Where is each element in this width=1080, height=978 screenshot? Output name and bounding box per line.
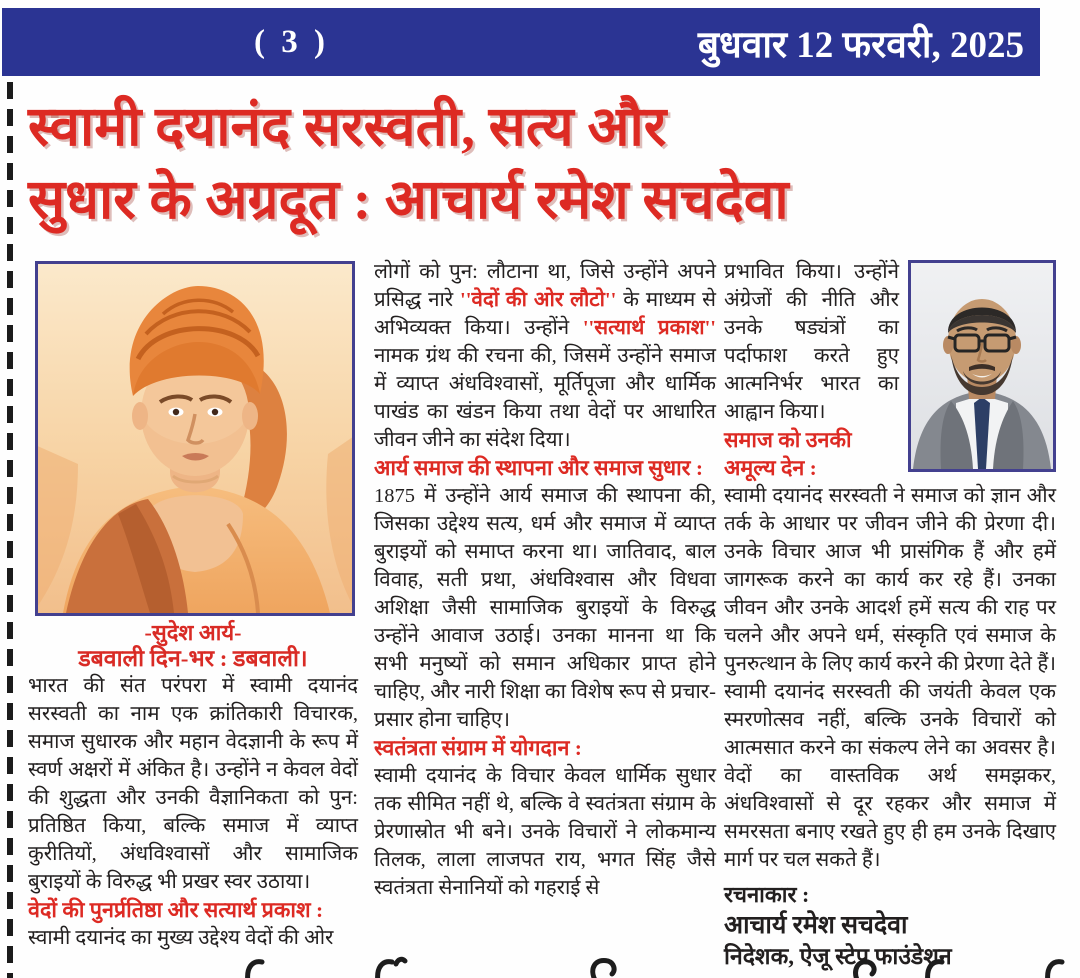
photo-caption-source: डबवाली दिन-भर : डबवाली। (78, 646, 308, 671)
middle-paragraph-1 (374, 258, 716, 454)
author-photo-image (908, 260, 1056, 472)
page-number: ( 3 ) (254, 23, 329, 60)
left-intro-paragraph: भारत की संत परंपरा में स्वामी दयानंद सरस्वती का नाम एक क्रांतिकारी विचारक, समाज सुधारक और महान वेदज्ञानी के रूप में स्वर्ण अक्षरों में अंकित है। उन्होंने न केवल वेदों की शुद्धता और उनकी वैज्ञानिकता को पुन: प्रतिष्ठित किया, बल्कि समाज में व्याप्त कुरीतियों, अंधविश्वासों और सामाजिक बुराइयों के विरुद्ध भी प्रखर स्वर उठाया। (28, 675, 358, 893)
middle-para1-text-a: लोगों को पुन: लौटाना था, जिसे उन्होंने अपने प्रसिद्ध नारे (374, 261, 716, 311)
subhead-priceless-contribution: समाज को उनकी अमूल्य देन : (724, 428, 852, 480)
slogan-back-to-vedas: ''वेदों की ओर लौटो'' (460, 289, 617, 311)
left-dashed-cut-line (7, 82, 13, 978)
photo-caption-credit: -सुदेश आर्य- (144, 620, 242, 645)
headline-line-2: सुधार के अग्रदूत : आचार्य रमेश सचदेवा (28, 169, 789, 230)
cutoff-next-line-glyphs (0, 952, 1080, 978)
masthead-bar (2, 8, 1040, 76)
masthead-date: बुधवार 12 फरवरी, 2025 (697, 24, 1024, 66)
subhead-freedom-struggle: स्वतंत्रता संग्राम में योगदान : (374, 736, 582, 760)
middle-column (374, 258, 716, 902)
subhead-arya-samaj-founding: आर्य समाज की स्थापना और समाज सुधार : (374, 456, 703, 480)
middle-paragraph-2: 1875 में उन्होंने आर्य समाज की स्थापना की, जिसका उद्देश्य सत्य, धर्म और समाज में व्याप्त बुराइयों को समाप्त करना था। जातिवाद, बाल विवाह, सती प्रथा, अंधविश्वास और विधवा अशिक्षा जैसी सामाजिक बुराइयों के विरुद्ध उन्होंने आवाज उठाई। उनका मानना था कि सभी मनुष्यों को समान अधिकार प्राप्त होने चाहिए, और नारी शिक्षा का विशेष रूप से प्रचार-प्रसार होना चाहिए। (374, 485, 716, 731)
author-name: आचार्य रमेश सचदेवा (724, 912, 908, 939)
swami-dayanand-portrait-image (35, 261, 355, 616)
headline-line-1: स्वामी दयानंद सरस्वती, सत्य और (28, 96, 667, 157)
book-satyarth-prakash: ''सत्यार्थ प्रकाश'' (582, 317, 717, 339)
middle-para1-text-c: नामक ग्रंथ की रचना की, जिसमें उन्होंने समाज में व्याप्त अंधविश्वासों, मूर्तिपूजा और धार्मिक पाखंड का खंडन किया तथा वेदों पर आधारित जीवन जीने का संदेश दिया। (374, 345, 716, 451)
right-paragraph-2: स्वामी दयानंद सरस्वती ने समाज को ज्ञान और तर्क के आधार पर जीवन जीने की प्रेरणा दी। उनके विचार आज भी प्रासंगिक हैं और हमें जागरूक करने का कार्य कर रहे हैं। उनका जीवन और उनके आदर्श हमें सत्य की राह पर चलने और अपने धर्म, संस्कृति एवं समाज के पुनरुत्थान के लिए कार्य करने की प्रेरणा देते हैं। स्वामी दयानंद सरस्वती की जयंती केवल एक स्मरणोत्सव नहीं, बल्कि उनके विचारों को आत्मसात करने का संकल्प लेने का अवसर है। वेदों का वास्तविक अर्थ समझकर, अंधविश्वासों से दूर रहकर और समाज में समरसता बनाए रखते हुए ही हम उनके दिखाए मार्ग पर चल सकते हैं। (724, 485, 1056, 871)
middle-paragraph-3: स्वामी दयानंद के विचार केवल धार्मिक सुधार तक सीमित नहीं थे, बल्कि वे स्वतंत्रता संग्राम के प्रेरणास्रोत भी बने। उनके विचारों ने लोकमान्य तिलक, लाला लाजपत राय, भगत सिंह जैसे स्वतंत्रता सेनानियों को गहराई से (374, 765, 716, 899)
left-paragraph-start: स्वामी दयानंद का मुख्य उद्देश्य वेदों की ओर (28, 927, 334, 949)
author-photo-illustration (911, 263, 1053, 469)
author-title: निदेशक, ऐजू स्टेप फाउंडेशन (724, 944, 952, 969)
right-paragraph-1: प्रभावित किया। उन्होंने अंग्रेजों की नीति और उनके षड्यंत्रों का पर्दाफाश करते हुए आत्मनिर्भर भारत का आह्वान किया। (724, 261, 899, 423)
middle-para1-text-b: के माध्यम से अभिव्यक्त किया। उन्होंने (374, 289, 716, 339)
left-column (28, 258, 358, 952)
author-label: रचनाकार : (724, 882, 810, 907)
swami-portrait-illustration (38, 264, 352, 613)
subhead-veda-reinstatement: वेदों की पुनर्प्रतिष्ठा और सत्यार्थ प्रकाश : (28, 898, 324, 922)
article-headline (28, 90, 1042, 236)
right-column (724, 258, 1056, 972)
